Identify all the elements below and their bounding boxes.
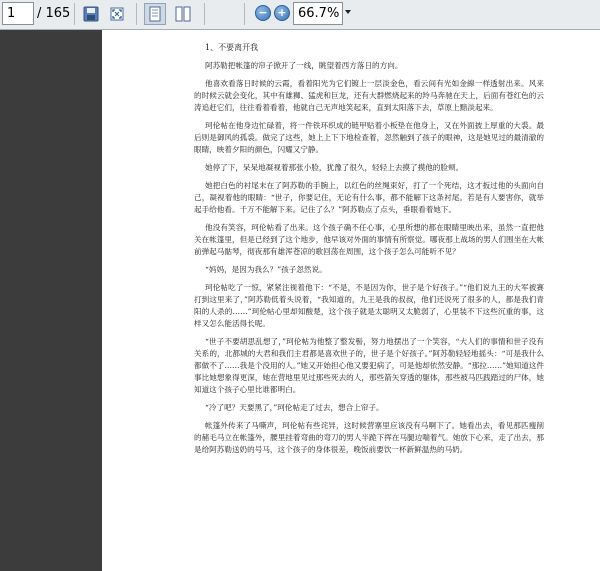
page-total-label: / 165 <box>37 6 71 21</box>
save-button[interactable] <box>80 3 102 25</box>
paragraph: 珂伦帖在他身边忙碌着，将一件铁环织成的链甲贴着小板垫在他身上，又在外面披上厚重的大裘。最后则是御风的孤裘。做完了这些，她上上下下地检查着，忽然触到了孩子的眼神，这是她见过的最清澈的眼睛，映着夕阳的颜色，闪耀又宁静。 <box>194 121 544 154</box>
paragraph: 珂伦帖吃了一惊，紧紧注视着他下：“不是，不是因为你，世子是个好孩子。”“他们说九王的大军被赛打到这里来了，”阿苏勒低着头说着，“我知道的，九王是我的叔叔，他们还说死了很多的人，都是我们青阳的人杀的……”珂伦帖心里却知酸楚，这个孩子就是太聪明又太脆弱了，心里装不下这些沉重的事，这样又怎么能活得长呢。 <box>194 283 544 328</box>
save-icon <box>83 6 99 22</box>
chevron-down-icon[interactable] <box>345 10 351 14</box>
toolbar-divider <box>244 3 245 25</box>
fit-page-icon <box>109 6 125 22</box>
paragraph: 他喜欢看落日时候的云霞，看着阳光为它们镀上一层淡金色，看云间有光如金線一样透射出来。风来的时候云就会变化，其中有雄狮、猛虎和巨龙，还有大群燃烧起来的羚马奔驰在天上，后面有苍红色的云涛追赶它们，往往看着看着，他就自己无声地笑起来，直到太阳落下去，草原上黯淡起来。 <box>194 79 544 112</box>
paragraph: 她停了下，呆呆地凝视着那张小脸，犹豫了很久，轻轻上去摸了摸他的脸颊。 <box>205 163 464 172</box>
zoom-in-icon: + <box>277 6 287 19</box>
paragraph: 她把白色的衬尾末在了阿苏勒的手腕上，以红色的丝绳束好，打了一个死结，这才扳过他的头面向自己，凝视着他的眼睛：“世子，你要记住，无论有什么事，都不能解下这条衬尾。若是有人要害你，就举起手给他看。千万不能解下来。记住了么？”阿苏勒点了点头，垂眼看着她下。 <box>194 181 544 214</box>
paragraph: 阿苏勒把帐篷的帘子掀开了一线，眺望着西方落日的方向。 <box>205 61 403 70</box>
two-page-view-button[interactable] <box>172 3 194 25</box>
toolbar-divider <box>74 3 75 25</box>
zoom-out-icon: − <box>258 6 268 19</box>
paragraph: 帐篷外传来了马嘶声，珂伦帖有些诧异，这时候营寨里应该没有马啊下了。她看出去，看见那匹瘦削的赭毛马立在帐篷外，腰里挂着弯曲的弯刀的男人半跪下挥在马腿边喘着气。她放下心来，走了出去，那是给阿苏勒送奶的号马，这个孩子的身体很差，晚饭前要饮一杯新鲜温热的马奶。 <box>194 421 544 454</box>
zoom-in-button[interactable] <box>274 5 290 21</box>
chapter-title: 1、不要离开我 <box>205 43 259 52</box>
paragraph: 他没有笑容，珂伦帖看了出来。这个孩子确不任心事，心里所想的都在眼睛里映出来，虽然一直把他关在帐篷里，但是已经到了这个地步，他早该对外面的事情有所察觉。哪夜那上战场的男人们围坐在大帐前弹起马骷琴，彻夜那有雄浑苍凉的歌回荡在周围，这个孩子怎么可能听不见？ <box>194 223 544 256</box>
page-text <box>194 42 544 462</box>
zoom-out-button[interactable] <box>255 5 271 21</box>
paragraph: “世子不要胡思乱想了，”珂伦帖为他整了整发髻，努力地摆出了一个笑容，“大人们的事情和世子没有关系的，北都城的大君和我们主君都是喜欢世子的，世子是个好孩子。”阿苏勒轻轻地摇头：“可是我什么都做不了……我是个没用的人。”她又开始担心他又要犯病了，可是他却依然安静。“那拉……”她知道这件事比她想象得更深，她在营地里见过那些死去的人，那些箭矢穿透的躯体，那些被马匹践踏过的尸体，她知道这个孩子心里比谁都明白。 <box>194 337 544 394</box>
paragraph: “冷了吧？天要黑了，”珂伦帖走了过去，想合上帘子。 <box>205 403 384 412</box>
single-page-view-icon <box>148 6 162 22</box>
zoom-level-input[interactable]: 66.7% <box>293 2 343 25</box>
page-number-input[interactable]: 1 <box>2 2 34 25</box>
toolbar-divider <box>204 3 205 25</box>
paragraph: “妈妈，是因为我么？”孩子忽然说。 <box>205 265 327 274</box>
toolbar <box>0 0 600 30</box>
two-page-view-icon <box>175 6 191 22</box>
document-page <box>102 30 600 571</box>
toolbar-divider <box>136 3 137 25</box>
document-viewport[interactable] <box>0 30 600 571</box>
fit-page-button[interactable] <box>106 3 128 25</box>
single-page-view-button[interactable] <box>144 3 166 25</box>
